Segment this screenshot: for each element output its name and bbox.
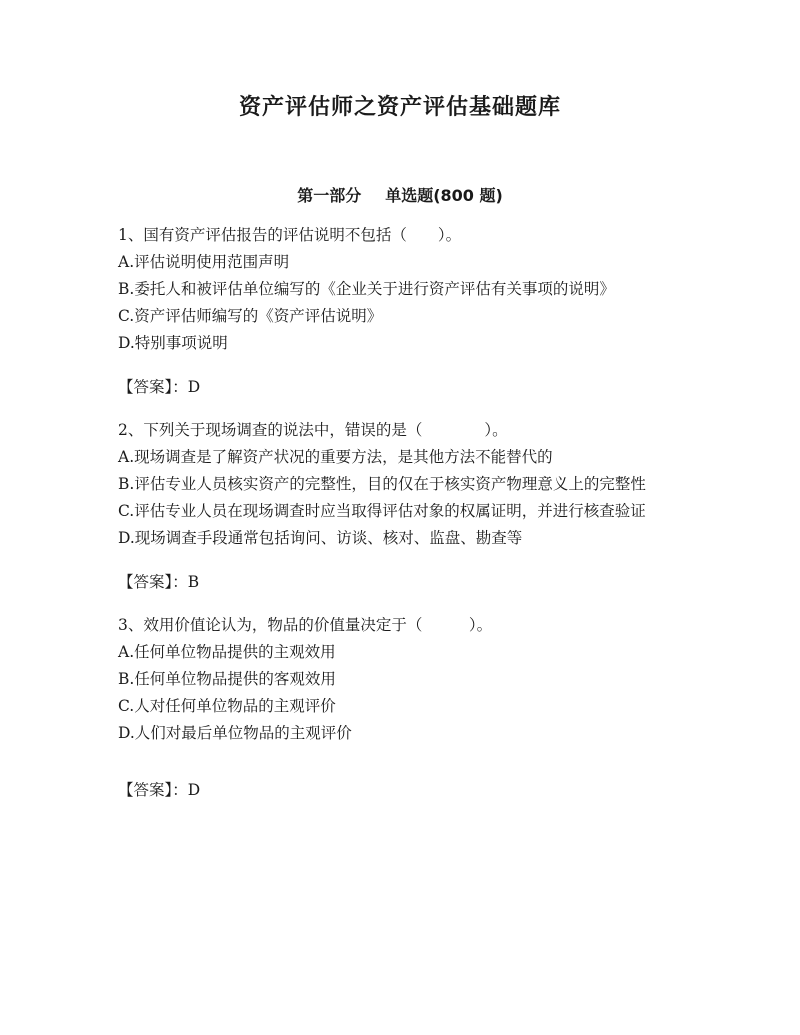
option-d: D.人们对最后单位物品的主观评价 (118, 724, 352, 742)
question-stem: 3、效用价值论认为，物品的价值量决定于（ ）。 (118, 616, 493, 634)
option-b: B.委托人和被评估单位编写的《企业关于进行资产评估有关事项的说明》 (118, 280, 615, 298)
question-3 (118, 612, 678, 804)
option-b: B.任何单位物品提供的客观效用 (118, 670, 336, 688)
answer-line (118, 374, 678, 401)
answer-line (118, 569, 678, 596)
answer-value: D (187, 781, 201, 799)
option-c: C.资产评估师编写的《资产评估说明》 (118, 307, 383, 325)
section-heading (0, 184, 800, 208)
option-b: B.评估专业人员核实资产的完整性，目的仅在于核实资产物理意义上的完整性 (118, 475, 646, 493)
option-a: A.评估说明使用范围声明 (118, 253, 290, 271)
answer-line (118, 777, 678, 804)
section-title: 第一部分 (297, 186, 362, 205)
section-subtitle: 单选题(800 题) (385, 186, 503, 205)
answer-label: 【答案】： (118, 378, 188, 396)
option-c: C.评估专业人员在现场调查时应当取得评估对象的权属证明，并进行核查验证 (118, 502, 646, 520)
document-title: 资产评估师之资产评估基础题库 (238, 95, 561, 120)
option-a: A.现场调查是了解资产状况的重要方法，是其他方法不能替代的 (118, 448, 553, 466)
option-d: D.特别事项说明 (118, 334, 228, 352)
question-stem: 1、国有资产评估报告的评估说明不包括（ ）。 (118, 226, 462, 244)
answer-value: B (187, 573, 200, 591)
answer-label: 【答案】： (118, 573, 188, 591)
option-d: D.现场调查手段通常包括询问、访谈、核对、监盘、勘查等 (118, 529, 523, 547)
question-1 (118, 222, 678, 401)
question-stem: 2、下列关于现场调查的说法中，错误的是（ ）。 (118, 421, 508, 439)
question-list (118, 222, 678, 820)
option-c: C.人对任何单位物品的主观评价 (118, 697, 336, 715)
answer-value: D (187, 378, 201, 396)
question-2 (118, 417, 678, 596)
answer-label: 【答案】： (118, 781, 188, 799)
option-a: A.任何单位物品提供的主观效用 (118, 643, 336, 661)
